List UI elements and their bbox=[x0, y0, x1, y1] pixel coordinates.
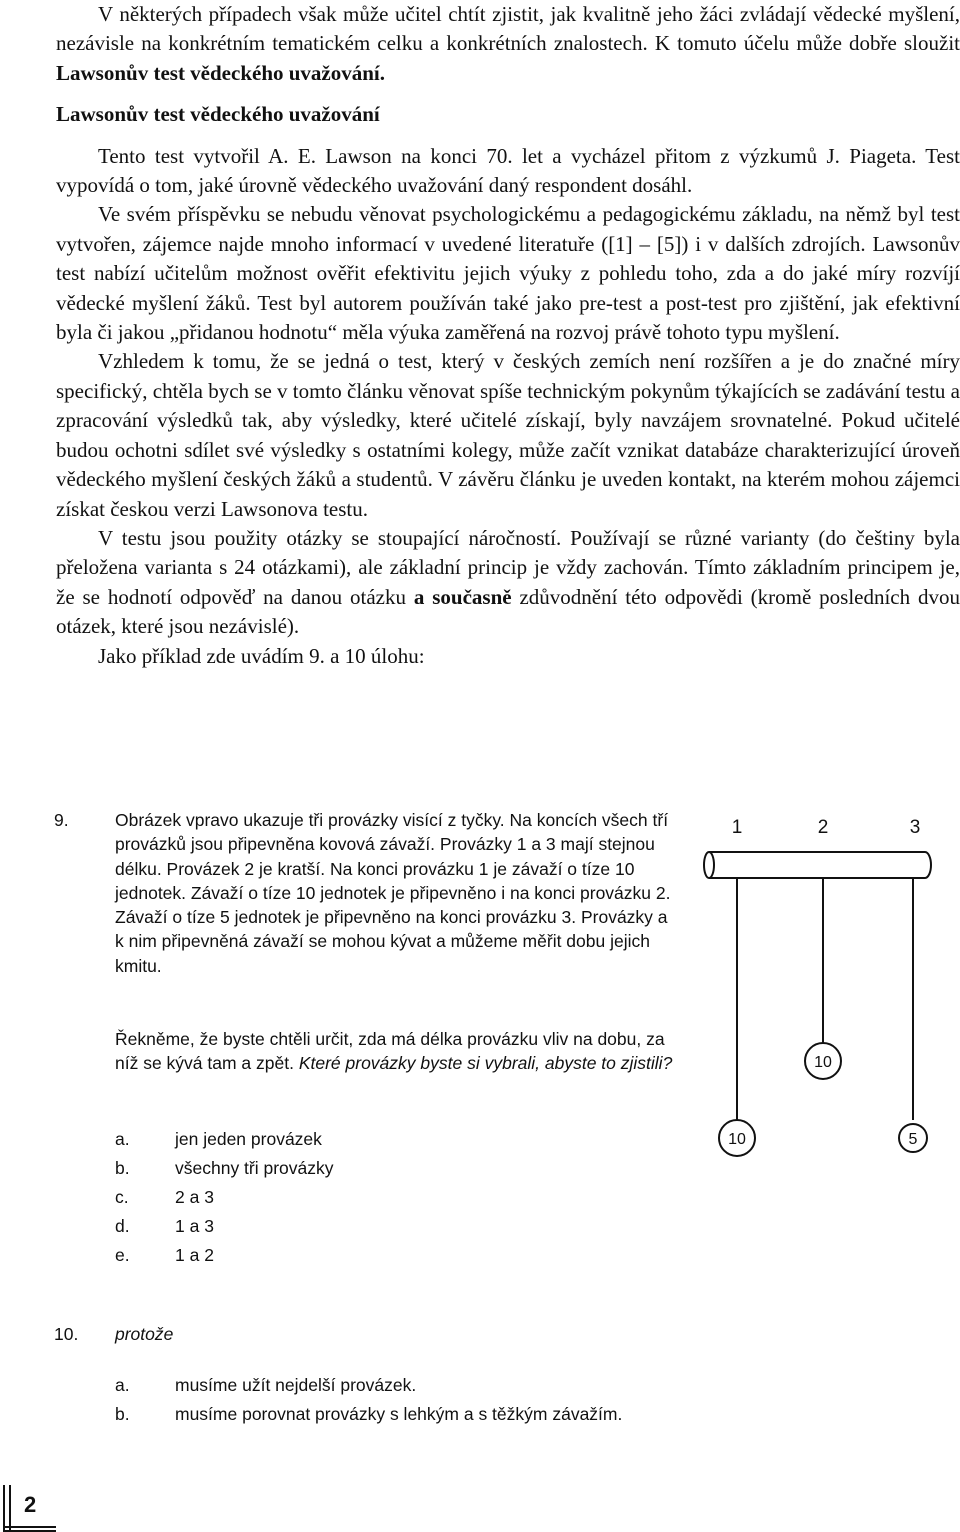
string-label-1: 1 bbox=[731, 817, 743, 838]
option-text: 2 a 3 bbox=[175, 1187, 214, 1207]
pendulum-figure bbox=[700, 800, 960, 1160]
option-letter: a. bbox=[115, 1375, 130, 1395]
article-body bbox=[56, 0, 960, 671]
weight-2-label: 10 bbox=[814, 1054, 832, 1071]
paragraph-5-text: V testu jsou použity otázky se stoupající náročností. Používají se různé varianty (do češtiny byla přeložena varianta s 24 otázkami), ale základní princip je vždy zachován. Tímto základním principem je, že se hodnotí odpověď na danou otázku bbox=[56, 525, 960, 609]
option-text: 1 a 2 bbox=[175, 1245, 214, 1265]
weight-3 bbox=[899, 1124, 927, 1152]
weight-2 bbox=[805, 1043, 841, 1079]
option-letter: d. bbox=[115, 1216, 130, 1236]
option-letter: b. bbox=[115, 1404, 130, 1424]
weight-3-label: 5 bbox=[908, 1131, 918, 1148]
task-9-number: 9. bbox=[54, 810, 69, 830]
paragraph-2: Tento test vytvořil A. E. Lawson na konci 70. let a vycházel přitom z výzkumů J. Piageta. Test vypovídá o tom, jaké úrovně vědeckého uvažování daný respondent dosáhl. bbox=[56, 143, 960, 198]
paragraph-4: Vzhledem k tomu, že se jedná o test, který v českých zemích není rozšířen a je do značné míry specifický, chtěla bych se v tomto článku věnovat spíše technickým pokynům týkajících se zadávání testu a zpracování výsledků tak, aby výsledky, které učitelé získají, byly navzájem srovnatelné. Pokud učitelé budou ochotni sdílet své výsledky s ostatními kolegy, může začít vznikat databáze charakterizující úroveň vědeckého myšlení českých žáků a studentů. V závěru článku je uveden kontakt, na kterém mohou zájemci získat českou verzi Lawsonova testu. bbox=[56, 349, 960, 521]
paragraph-1-bold: Lawsonův test vědeckého uvažování. bbox=[56, 60, 386, 85]
task-9-question-plain: Řekněme, že byste chtěli určit, zda má délka provázku vliv na dobu, za níž se kývá tam a zpět. bbox=[115, 1029, 665, 1074]
string-label-3: 3 bbox=[909, 817, 921, 838]
task-9-question-text bbox=[115, 1027, 675, 1076]
paragraph-1-text: V některých případech však může učitel chtít zjistit, jak kvalitně jeho žáci zvládají vědecké myšlení, nezávisle na konkrétním tematickém celku a konkrétních znalostech. K tomuto účelu může dobře sloužit bbox=[56, 2, 960, 56]
paragraph-1 bbox=[56, 0, 960, 88]
option-letter: a. bbox=[115, 1129, 130, 1149]
option-letter: c. bbox=[115, 1187, 129, 1207]
task-9-question-italic: Které provázky byste si vybrali, abyste to zjistili? bbox=[298, 1053, 673, 1074]
section-heading: Lawsonův test vědeckého uvažování bbox=[56, 102, 380, 127]
paragraph-5-bold: a současně bbox=[413, 584, 512, 609]
option-text: všechny tři provázky bbox=[175, 1158, 334, 1178]
task-9-text: Obrázek vpravo ukazuje tři provázky visící z tyčky. Na koncích všech tří provázků jsou připevněna kovová závaží. Provázky 1 a 3 mají stejnou délku. Provázek 2 je kratší. Na konci provázku 1 je závaží o tíze 10 jednotek. Závaží o tíze 10 jednotek je připevněno i na konci provázku 2. Závaží o tíze 5 jednotek je připevněno na konci provázku 3. Provázky a k nim připevněná závaží se mohou kývat a můžeme měřit dobu jejich kmitu. bbox=[115, 810, 671, 976]
option-text: musíme porovnat provázky s lehkým a s těžkým závažím. bbox=[175, 1404, 623, 1424]
weight-1-label: 10 bbox=[728, 1131, 746, 1148]
paragraph-3: Ve svém příspěvku se nebudu věnovat psychologickému a pedagogickému základu, na němž byl test vytvořen, zájemce najde mnoho informací v uvedené literatuře ([1] – [5]) i v dalších zdrojích. Lawsonův test nabízí učitelům možnost ověřit efektivitu jejich výuky z pohledu toho, zda a do jaké míry rozvíjí vědecké myšlení žáků. Test byl autorem používán také jako pre-test a post-test pro zjištění, jak efektivní byla či jakou „přidanou hodnotu“ měla výuka zaměřená na rozvoj právě tohoto typu myšlení. bbox=[56, 202, 960, 345]
weight-1 bbox=[719, 1120, 755, 1156]
option-text: musíme užít nejdelší provázek. bbox=[175, 1375, 417, 1395]
page-number: 2 bbox=[24, 1492, 37, 1517]
option-text: jen jeden provázek bbox=[175, 1129, 322, 1149]
task-10-number: 10. bbox=[54, 1324, 79, 1344]
option-letter: b. bbox=[115, 1158, 130, 1178]
option-text: 1 a 3 bbox=[175, 1216, 214, 1236]
paragraph-5-text-end: zdůvodnění této odpovědi (kromě posledních dvou otázek, které jsou nezávislé). bbox=[56, 584, 960, 639]
paragraph-5 bbox=[56, 524, 960, 642]
option-letter: e. bbox=[115, 1245, 130, 1265]
task-10-lead: protože bbox=[115, 1324, 174, 1344]
string-label-2: 2 bbox=[817, 817, 829, 838]
paragraph-6: Jako příklad zde uvádím 9. a 10 úlohu: bbox=[98, 643, 425, 668]
rod bbox=[704, 852, 931, 878]
